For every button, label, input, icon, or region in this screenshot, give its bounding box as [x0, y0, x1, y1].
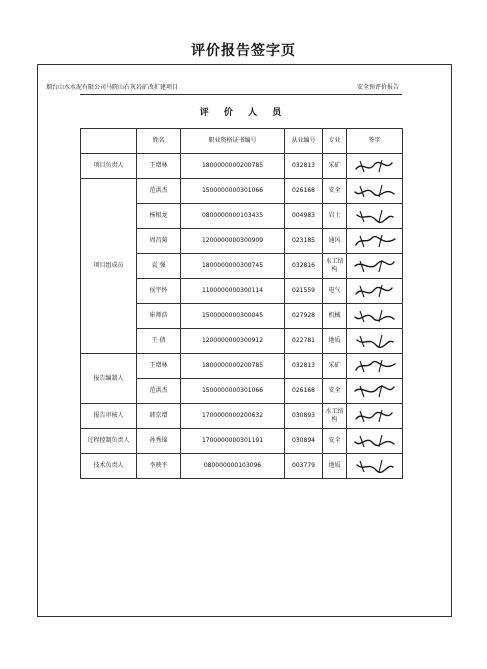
- name-cell: 范洪杰: [137, 379, 181, 404]
- cert-cell: 1800000000300745: [181, 254, 285, 279]
- cert-cell: 0800000000103435: [181, 204, 285, 229]
- name-cell: 韩京增: [137, 404, 181, 429]
- name-cell: 王增林: [137, 154, 181, 179]
- cert-cell: 1500000000301066: [181, 179, 285, 204]
- table-header-row: [81, 129, 403, 154]
- emp-cell: 032813: [285, 354, 323, 379]
- name-cell: 李映平: [137, 454, 181, 479]
- handwritten-signature: [352, 407, 398, 425]
- major-cell: 采矿: [323, 154, 347, 179]
- cert-cell: 080000000103096: [181, 454, 285, 479]
- name-cell: 袁 强: [137, 254, 181, 279]
- role-cell: 技术负责人: [81, 454, 137, 479]
- signature-cell: [347, 279, 403, 304]
- name-cell: 王增林: [137, 354, 181, 379]
- major-cell: 机械: [323, 304, 347, 329]
- role-cell: 报告编制人: [81, 354, 137, 404]
- cert-cell: 1700000000301191: [181, 429, 285, 454]
- major-cell: 安全: [323, 379, 347, 404]
- signature-cell: [347, 429, 403, 454]
- handwritten-signature: [352, 432, 398, 450]
- signature-cell: [347, 379, 403, 404]
- emp-cell: 021559: [285, 279, 323, 304]
- cert-cell: 1100000000300114: [181, 279, 285, 304]
- table-row: [81, 454, 403, 479]
- emp-cell: 032816: [285, 254, 323, 279]
- signature-cell: [347, 229, 403, 254]
- table-row: [81, 354, 403, 379]
- major-cell: 安全: [323, 179, 347, 204]
- signature-cell: [347, 254, 403, 279]
- major-cell: 通风: [323, 229, 347, 254]
- name-cell: 崔师浩: [137, 304, 181, 329]
- personnel-table: [80, 128, 403, 479]
- role-cell: 项目组成员: [81, 179, 137, 354]
- column-header: 专业: [323, 129, 347, 154]
- major-cell: 电气: [323, 279, 347, 304]
- cert-cell: 1500000000300045: [181, 304, 285, 329]
- signature-cell: [347, 329, 403, 354]
- cert-cell: 1800000000200785: [181, 354, 285, 379]
- role-cell: 过程控制负责人: [81, 429, 137, 454]
- role-cell: 报告审核人: [81, 404, 137, 429]
- major-cell: 地质: [323, 329, 347, 354]
- header-divider: [80, 94, 402, 95]
- name-cell: 孙秀锦: [137, 429, 181, 454]
- signature-cell: [347, 179, 403, 204]
- signature-cell: [347, 204, 403, 229]
- major-cell: 采矿: [323, 354, 347, 379]
- column-header: 从业编号: [285, 129, 323, 154]
- cert-cell: 1700000000200632: [181, 404, 285, 429]
- page-title: 评价报告签字页: [191, 43, 296, 59]
- emp-cell: 004983: [285, 204, 323, 229]
- handwritten-signature: [352, 457, 398, 475]
- emp-cell: 027928: [285, 304, 323, 329]
- name-cell: 杨根龙: [137, 204, 181, 229]
- emp-cell: 026168: [285, 179, 323, 204]
- cert-cell: 1800000000200785: [181, 154, 285, 179]
- signature-cell: [347, 404, 403, 429]
- signature-cell: [347, 304, 403, 329]
- major-cell: 岩土: [323, 204, 347, 229]
- column-header: 职业资格证书编号: [181, 129, 285, 154]
- table-row: [81, 154, 403, 179]
- handwritten-signature: [352, 282, 398, 300]
- handwritten-signature: [352, 307, 398, 325]
- handwritten-signature: [352, 207, 398, 225]
- cert-cell: 1500000000301066: [181, 379, 285, 404]
- handwritten-signature: [352, 182, 398, 200]
- section-title: 评 价 人 员: [199, 108, 288, 118]
- header-project-name: 烟台山水水泥有限公司马院山石灰岩矿改扩建项目: [46, 84, 179, 91]
- handwritten-signature: [352, 382, 398, 400]
- major-cell: 安全: [323, 429, 347, 454]
- table-row: [81, 404, 403, 429]
- header-report-type: 安全预评价报告: [356, 84, 399, 91]
- handwritten-signature: [352, 257, 398, 275]
- handwritten-signature: [352, 332, 398, 350]
- table-row: [81, 429, 403, 454]
- column-header: 签字: [347, 129, 403, 154]
- major-cell: 水工结构: [323, 404, 347, 429]
- signature-cell: [347, 454, 403, 479]
- major-cell: 地质: [323, 454, 347, 479]
- name-cell: 范洪杰: [137, 179, 181, 204]
- emp-cell: 022781: [285, 329, 323, 354]
- emp-cell: 030894: [285, 429, 323, 454]
- column-header: [81, 129, 137, 154]
- emp-cell: 026168: [285, 379, 323, 404]
- table-row: [81, 179, 403, 204]
- major-cell: 水工结构: [323, 254, 347, 279]
- handwritten-signature: [352, 232, 398, 250]
- column-header: 姓名: [137, 129, 181, 154]
- signature-cell: [347, 154, 403, 179]
- name-cell: 周昌菊: [137, 229, 181, 254]
- handwritten-signature: [352, 357, 398, 375]
- cert-cell: 1200000000300912: [181, 329, 285, 354]
- role-cell: 项目负责人: [81, 154, 137, 179]
- name-cell: 侯宇怀: [137, 279, 181, 304]
- emp-cell: 003779: [285, 454, 323, 479]
- cert-cell: 1200000000300909: [181, 229, 285, 254]
- emp-cell: 032813: [285, 154, 323, 179]
- emp-cell: 030893: [285, 404, 323, 429]
- handwritten-signature: [352, 157, 398, 175]
- emp-cell: 023185: [285, 229, 323, 254]
- signature-cell: [347, 354, 403, 379]
- name-cell: 王 倩: [137, 329, 181, 354]
